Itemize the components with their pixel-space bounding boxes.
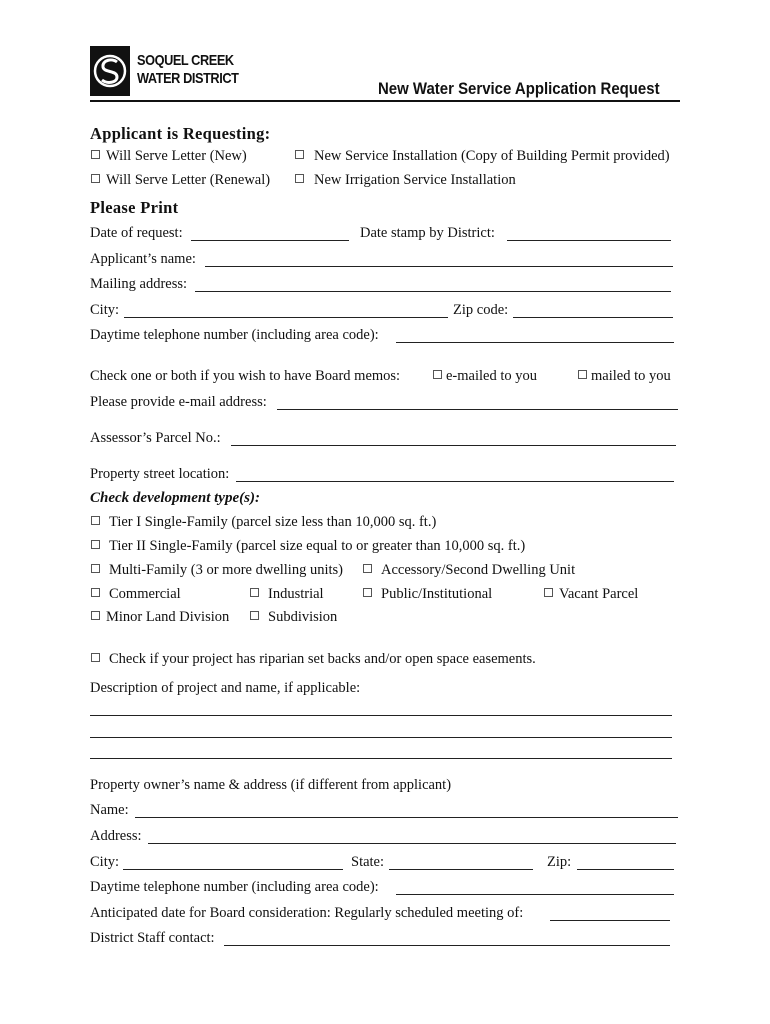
checkbox-will-serve-renewal[interactable]	[91, 174, 100, 183]
option-label: Industrial	[268, 586, 324, 602]
board-date-label: Anticipated date for Board consideration: Regularly scheduled meeting of:	[90, 905, 524, 921]
applicant-name-field[interactable]	[205, 266, 673, 267]
description-label: Description of project and name, if applicable:	[90, 680, 361, 696]
apn-field[interactable]	[231, 445, 676, 446]
checkbox-commercial[interactable]	[91, 588, 100, 597]
option-multi-family[interactable]	[91, 561, 343, 579]
option-label: Check if your project has riparian set backs and/or open space easements.	[109, 651, 536, 667]
phone-label: Daytime telephone number (including area code):	[90, 327, 379, 343]
logo-line-2: WATER DISTRICT	[137, 70, 239, 87]
date-stamp-field[interactable]	[507, 240, 671, 241]
option-tier1[interactable]	[91, 513, 436, 531]
page-title: New Water Service Application Request	[378, 79, 660, 98]
option-minor-land[interactable]	[91, 608, 229, 626]
option-emailed[interactable]	[433, 367, 537, 385]
option-will-serve-renewal[interactable]	[91, 171, 270, 189]
option-label: Will Serve Letter (New)	[106, 148, 247, 164]
option-label: Multi-Family (3 or more dwelling units)	[109, 562, 343, 578]
option-label: Minor Land Division	[106, 609, 230, 625]
description-line-1[interactable]	[90, 715, 672, 716]
owner-name-label: Name:	[90, 802, 129, 818]
option-commercial[interactable]	[91, 585, 181, 603]
owner-phone-field[interactable]	[396, 894, 674, 895]
option-label: Public/Institutional	[381, 586, 493, 602]
option-label: Accessory/Second Dwelling Unit	[381, 562, 576, 578]
checkbox-multi-family[interactable]	[91, 564, 100, 573]
option-riparian[interactable]	[91, 650, 536, 668]
zip-field[interactable]	[513, 317, 673, 318]
mailing-address-field[interactable]	[195, 291, 671, 292]
staff-contact-label: District Staff contact:	[90, 930, 215, 946]
city-field[interactable]	[124, 317, 448, 318]
owner-state-field[interactable]	[389, 869, 533, 870]
option-public[interactable]	[363, 585, 492, 603]
email-address-label: Please provide e-mail address:	[90, 394, 267, 410]
owner-address-label: Address:	[90, 828, 142, 844]
option-label: Tier II Single-Family (parcel size equal to or greater than 10,000 sq. ft.)	[109, 538, 526, 554]
date-request-field[interactable]	[191, 240, 349, 241]
checkbox-mailed[interactable]	[578, 370, 587, 379]
city-label: City:	[90, 302, 120, 318]
checkbox-tier1[interactable]	[91, 516, 100, 525]
option-mailed[interactable]	[578, 367, 671, 385]
option-label: mailed to you	[591, 368, 671, 384]
checkbox-accessory[interactable]	[363, 564, 372, 573]
description-line-2[interactable]	[90, 737, 672, 738]
district-logo	[90, 46, 130, 96]
owner-heading: Property owner’s name & address (if different from applicant)	[90, 777, 452, 793]
zip-label: Zip code:	[453, 302, 509, 318]
logo-s-icon	[90, 46, 130, 96]
option-vacant[interactable]	[544, 585, 638, 603]
option-subdivision[interactable]	[250, 608, 337, 626]
apn-label: Assessor’s Parcel No.:	[90, 430, 221, 446]
option-accessory[interactable]	[363, 561, 575, 579]
option-irrigation[interactable]	[295, 171, 516, 189]
checkbox-tier2[interactable]	[91, 540, 100, 549]
date-stamp-label: Date stamp by District:	[360, 225, 495, 241]
development-heading: Check development type(s):	[90, 490, 260, 506]
requesting-heading: Applicant is Requesting:	[90, 124, 271, 143]
description-line-3[interactable]	[90, 758, 672, 759]
owner-address-field[interactable]	[148, 843, 676, 844]
option-label: e-mailed to you	[446, 368, 538, 384]
owner-zip-label: Zip:	[547, 854, 572, 870]
option-label: Will Serve Letter (Renewal)	[106, 172, 271, 188]
staff-contact-field[interactable]	[224, 945, 670, 946]
logo-line-1: SOQUEL CREEK	[137, 52, 234, 69]
option-label: Tier I Single-Family (parcel size less than 10,000 sq. ft.)	[109, 514, 437, 530]
option-industrial[interactable]	[250, 585, 324, 603]
phone-field[interactable]	[396, 342, 674, 343]
owner-zip-field[interactable]	[577, 869, 674, 870]
street-location-field[interactable]	[236, 481, 674, 482]
checkbox-industrial[interactable]	[250, 588, 259, 597]
owner-name-field[interactable]	[135, 817, 678, 818]
checkbox-vacant[interactable]	[544, 588, 553, 597]
checkbox-new-service[interactable]	[295, 150, 304, 159]
please-print-heading: Please Print	[90, 198, 179, 217]
checkbox-subdivision[interactable]	[250, 611, 259, 620]
option-label: Commercial	[109, 586, 181, 602]
board-date-field[interactable]	[550, 920, 670, 921]
checkbox-minor-land[interactable]	[91, 611, 100, 620]
email-address-field[interactable]	[277, 409, 678, 410]
option-label: New Service Installation (Copy of Building Permit provided)	[314, 148, 670, 164]
date-request-label: Date of request:	[90, 225, 183, 241]
mailing-address-label: Mailing address:	[90, 276, 188, 292]
title-rule	[90, 100, 680, 102]
checkbox-irrigation[interactable]	[295, 174, 304, 183]
memos-label: Check one or both if you wish to have Board memos:	[90, 368, 401, 384]
option-label: Vacant Parcel	[559, 586, 639, 602]
option-new-service[interactable]	[295, 147, 670, 165]
option-tier2[interactable]	[91, 537, 525, 555]
option-will-serve-new[interactable]	[91, 147, 247, 165]
owner-state-label: State:	[351, 854, 385, 870]
checkbox-riparian[interactable]	[91, 653, 100, 662]
option-label: New Irrigation Service Installation	[314, 172, 516, 188]
checkbox-will-serve-new[interactable]	[91, 150, 100, 159]
street-location-label: Property street location:	[90, 466, 230, 482]
option-label: Subdivision	[268, 609, 338, 625]
applicant-name-label: Applicant’s name:	[90, 251, 196, 267]
owner-phone-label: Daytime telephone number (including area code):	[90, 879, 379, 895]
checkbox-emailed[interactable]	[433, 370, 442, 379]
owner-city-field[interactable]	[123, 869, 343, 870]
checkbox-public[interactable]	[363, 588, 372, 597]
owner-city-label: City:	[90, 854, 120, 870]
